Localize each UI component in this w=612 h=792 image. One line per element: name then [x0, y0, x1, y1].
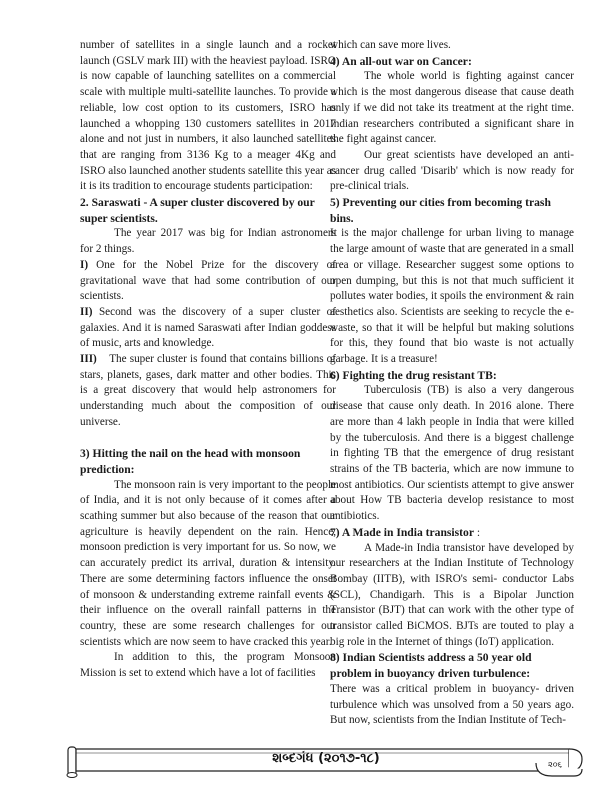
paragraph-transistor: A Made-in India transistor have developed by our researchers at the Indian Institute of Technology Bombay (IITB), with ISRO's semi- conductor Labs (SCL), Chandigarh. This is a Bipolar Junction Transistor (BJT) that can work with the other type of transistor called BiCMOS. BJTs are touted to play a big role in the Internet of things (IoT) application.	[330, 541, 574, 648]
list-marker: II)	[80, 305, 93, 318]
paragraph-astronomers-2017: The year 2017 was big for Indian astronomers for 2 things.	[80, 227, 336, 256]
heading-trash: 5) Preventing our cities from becoming trash bins.	[330, 196, 551, 225]
paragraph-waste: It is the major challenge for urban living to manage the large amount of waste that are generated in a small area or village. Researcher suggest some options to open dumping, but this is not that much sufficient it pollutes water bodies, it spoils the environment & rain aesthetics also. Scientists are seeking to recycle the e-waste, so that it will be helpful but making solutions for this, they found that bio waste is not actually garbage. It is a treasure!	[330, 227, 574, 366]
paragraph-monsoon-mission: In addition to this, the program Monsoon Mission is set to extend which have a lot of facilities	[80, 651, 336, 680]
list-marker: III)	[80, 353, 97, 366]
list-item	[80, 352, 336, 431]
paragraph-cancer: The whole world is fighting against cancer which is the most dangerous disease that cause death only if we did not take its treatment at the right time. Indian researchers contributed a significant share in the fight against cancer.	[330, 70, 574, 146]
heading-monsoon: 3) Hitting the nail on the head with monsoon prediction:	[80, 447, 301, 476]
paragraph-turbulence: There was a critical problem in buoyancy- driven turbulence which was unsolved from a 50 years ago. But now, scientists from the Indian Institute of Tech-	[330, 682, 574, 727]
list-item	[80, 258, 336, 305]
heading-transistor	[330, 525, 574, 541]
list-item-text: Second was the discovery of a super cluster of galaxies. And it is named Saraswati after Indian goddess of music, arts and knowledge.	[80, 305, 337, 350]
right-column	[330, 38, 574, 729]
list-item	[80, 305, 336, 352]
footer-title: શબ્દગંધ (૨૦૧૭-૧૮)	[272, 751, 380, 766]
paragraph-isro-launches: number of satellites in a single launch and a rocket launch (GSLV mark III) with the heaviest payload. ISRO is now capable of launching satellites on a commercial scale with multiple multi-satellite launches. To provide a reliable, low cost option to its customers, ISRO has launched a whopping 130 customers satellites in 2017 alone and not just in numbers, it also launched satellites that are ranging from 3136 Kg to a meager 4Kg and ISRO also launched another students satellite this year as it is its tradition to encourage students participation:	[80, 39, 337, 193]
heading-tb: 6) Fighting the drug resistant TB:	[330, 368, 497, 382]
list-marker: I)	[80, 258, 89, 271]
paragraph-disarib: Our great scientists have developed an anti-cancer drug called 'Disarib' which is now ready for pre-clinical trials.	[330, 148, 574, 193]
list-item-text: One for the Nobel Prize for the discovery of gravitational wave that had some contribution of our scientists.	[80, 258, 336, 303]
paragraph-continuation: which can save more lives.	[330, 39, 451, 51]
heading-cancer: 4) An all-out war on Cancer:	[330, 54, 472, 68]
heading-saraswati: 2. Saraswati - A super cluster discovered by our super scientists.	[80, 196, 315, 225]
heading-turbulence: 8) Indian Scientists address a 50 year old problem in buoyancy driven turbulence:	[330, 651, 532, 681]
footer-banner	[64, 745, 588, 775]
page-number: ૨૦૬	[548, 760, 562, 769]
left-column	[80, 38, 336, 682]
spacer	[80, 431, 336, 447]
paragraph-tb: Tuberculosis (TB) is also a very dangerous disease that cause only death. In 2016 alone. There are more than 4 lakh people in India that were killed by the tuberculosis. And there is a biggest challenge in fighting TB that the emergence of drug resistant strains of the TB bacteria, which are now immune to most antibiotics. Our scientists attempt to give answer about How TB bacteria develop resistance to most antibiotics.	[330, 384, 574, 523]
heading-transistor-colon: :	[473, 525, 481, 539]
heading-transistor-text: 7) A Made in India transistor	[330, 525, 474, 539]
list-item-text: The super cluster is found that contains billions of stars, planets, gases, dark matter and other bodies. This is a great discovery that would help astronomers for understanding much about the composition of our universe.	[80, 353, 336, 428]
paragraph-monsoon: The monsoon rain is very important to the people of India, and it is not only because of it comes after a scathing summer but also because of the reason that our agriculture is heavily dependent on the rain. Hence, monsoon prediction is very important for us. So now, we can accurately predict its arrival, duration & intensity. There are some determining factors influence the onset of monsoon & understanding extreme rainfall events & their influence on the overall rainfall patterns in the country, these are some research challenges for our scientists which are now seem to have cracked this year.	[80, 478, 336, 648]
